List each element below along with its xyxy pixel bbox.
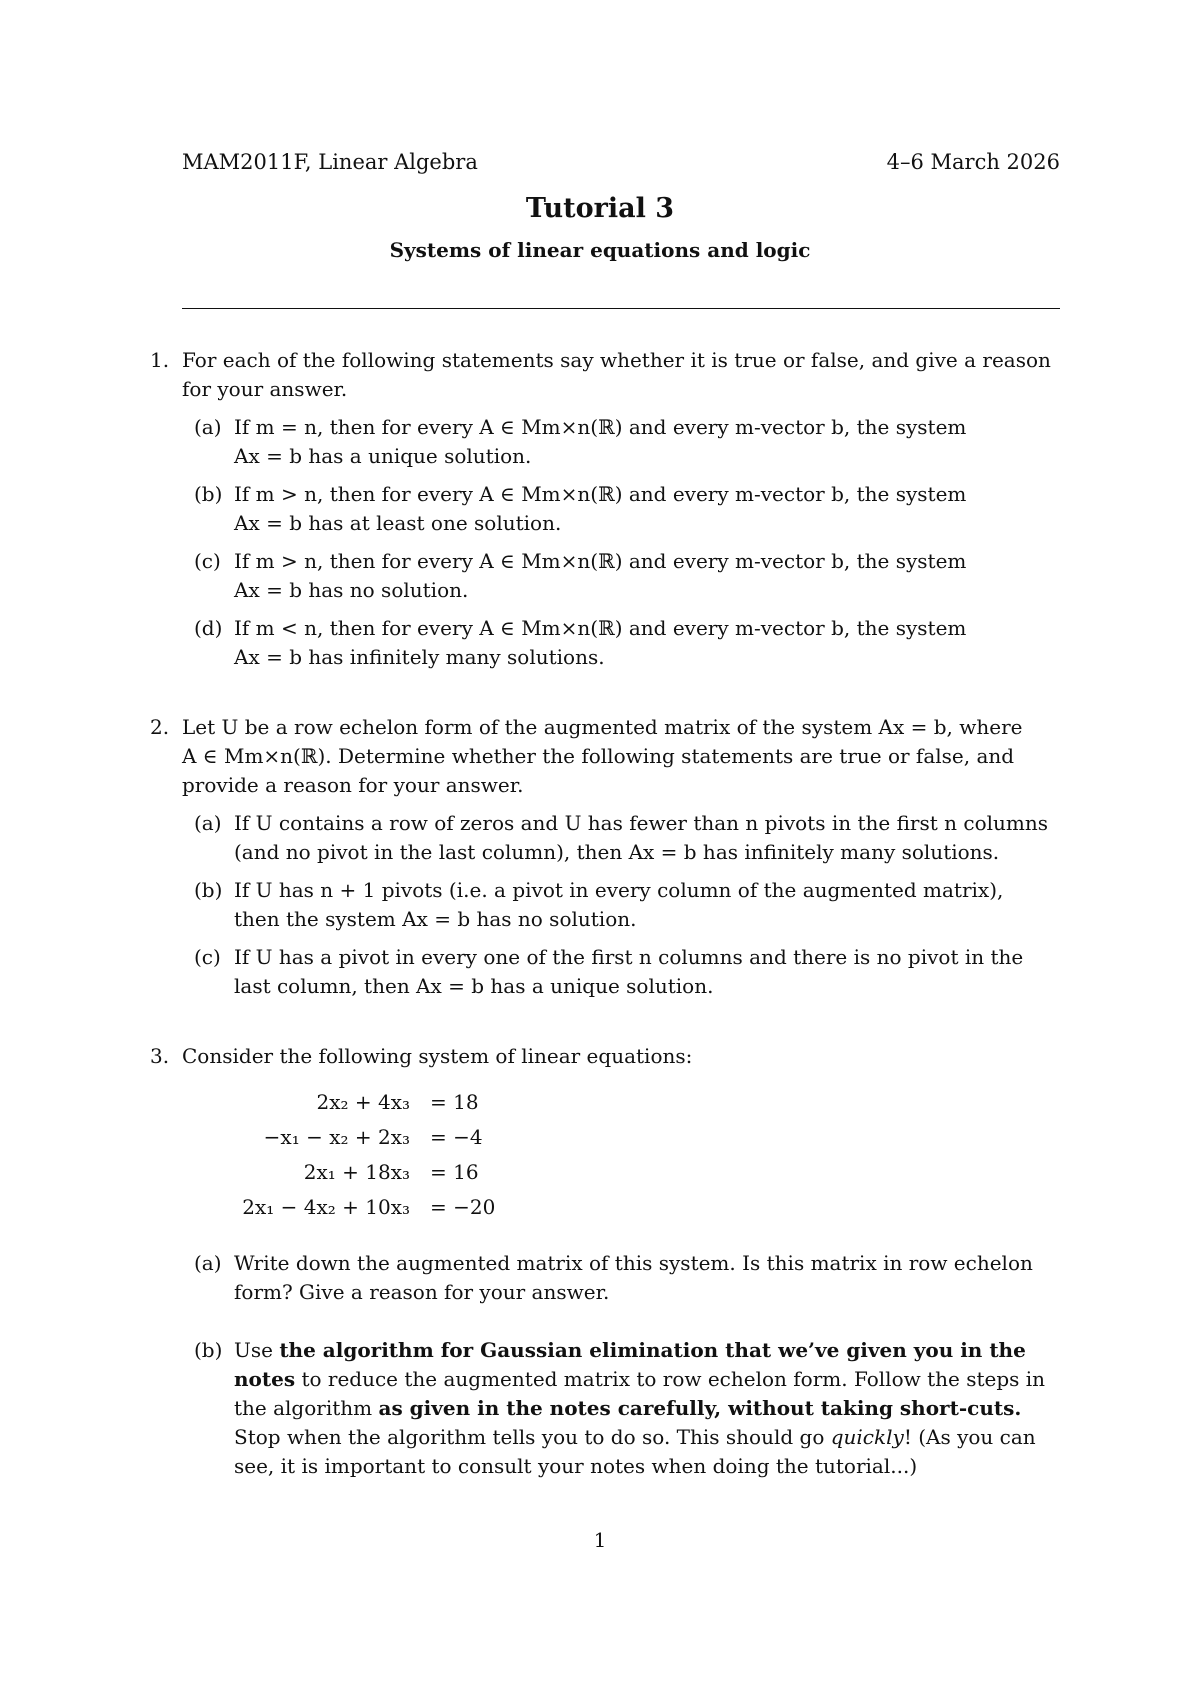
q3-b-text: Use (234, 1338, 280, 1362)
tutorial-date: 4–6 March 2026 (886, 150, 1060, 174)
course-name: MAM2011F, Linear Algebra (182, 150, 478, 174)
q1-item-c-label: (c) (194, 549, 221, 573)
q1-item-b-line2: Ax = b has at least one solution. (234, 511, 562, 535)
q1-item-c-line2: Ax = b has no solution. (234, 578, 469, 602)
q1-item-c-line1: If m > n, then for every A ∈ Mm×n(ℝ) and every m-vector b, the system (234, 549, 967, 573)
q1-item-a-line2: Ax = b has a unique solution. (234, 444, 532, 468)
q3-b-text: the algorithm (234, 1396, 379, 1420)
q1-number: 1. (150, 348, 170, 372)
q3-item-b (194, 1336, 1060, 1481)
equation-lhs: 2x₁ − 4x₂ + 10x₃ (242, 1195, 410, 1219)
q3-item-b-line4 (234, 1423, 1060, 1452)
q2-item-a-label: (a) (194, 811, 222, 835)
q1-intro-line2: for your answer. (182, 377, 348, 401)
q2-number: 2. (150, 715, 170, 739)
q3-b-text: to reduce the augmented matrix to row echelon form. Follow the steps in (295, 1367, 1046, 1391)
title-divider (182, 308, 1060, 309)
page-number: 1 (593, 1528, 607, 1552)
q1-item-b (194, 480, 1060, 538)
q3-b-bold-text: the algorithm for Gaussian elimination that we’ve given you in the (279, 1338, 1026, 1362)
q2-item-a-line1: If U contains a row of zeros and U has fewer than n pivots in the first n columns (234, 811, 1049, 835)
q3-b-emphasis: quickly (830, 1425, 904, 1449)
q2-item-c-line2: last column, then Ax = b has a unique solution. (234, 974, 714, 998)
equation-rhs: = −4 (430, 1125, 483, 1149)
q1-item-d-label: (d) (194, 616, 223, 640)
q1-item-a (194, 413, 1060, 471)
q1-item-c (194, 547, 1060, 605)
page-subtitle: Systems of linear equations and logic (389, 238, 811, 262)
q3-number: 3. (150, 1044, 170, 1068)
q2-item-c-line1: If U has a pivot in every one of the first n columns and there is no pivot in the (234, 945, 1024, 969)
q1-item-d (194, 614, 1060, 672)
q2-item-b-label: (b) (194, 878, 223, 902)
q2-item-b-line1: If U has n + 1 pivots (i.e. a pivot in every column of the augmented matrix), (234, 878, 1004, 902)
q3-intro (150, 1042, 1060, 1071)
q3-b-bold-text: as given in the notes carefully, without taking short-cuts. (378, 1396, 1022, 1420)
q2-item-b-line2: then the system Ax = b has no solution. (234, 907, 637, 931)
q1-item-d-line2: Ax = b has infinitely many solutions. (234, 645, 605, 669)
q3-item-a-label: (a) (194, 1251, 222, 1275)
q3-item-b-line5: see, it is important to consult your notes when doing the tutorial...) (234, 1454, 918, 1478)
q1-intro-line1: For each of the following statements say whether it is true or false, and give a reason (182, 348, 1051, 372)
q3-item-a-line1: Write down the augmented matrix of this system. Is this matrix in row echelon (234, 1251, 1033, 1275)
q2-intro-line1: Let U be a row echelon form of the augmented matrix of the system Ax = b, where (182, 715, 1023, 739)
q1-item-a-label: (a) (194, 415, 222, 439)
equation-lhs: 2x₁ + 18x₃ (303, 1160, 410, 1184)
q3-item-b-line1 (234, 1336, 1060, 1365)
q1-item-b-line1: If m > n, then for every A ∈ Mm×n(ℝ) and every m-vector b, the system (234, 482, 967, 506)
q2-intro (150, 713, 1060, 800)
equation-rhs: = 18 (430, 1090, 479, 1114)
q3-item-a (194, 1249, 1060, 1307)
q2-intro-line3: provide a reason for your answer. (182, 773, 524, 797)
q3-item-b-label: (b) (194, 1338, 223, 1362)
equation-lhs: 2x₂ + 4x₃ (316, 1090, 410, 1114)
q2-intro-line2: A ∈ Mm×n(ℝ). Determine whether the following statements are true or false, and (182, 744, 1015, 768)
q1-item-b-label: (b) (194, 482, 223, 506)
page-title: Tutorial 3 (525, 193, 675, 224)
q3-b-text: Stop when the algorithm tells you to do so. This should go (234, 1425, 831, 1449)
q2-item-a-line2: (and no pivot in the last column), then Ax = b has infinitely many solutions. (234, 840, 1000, 864)
equation-rhs: = 16 (430, 1160, 479, 1184)
equation-rhs: = −20 (430, 1195, 496, 1219)
q3-item-b-line2 (234, 1365, 1060, 1394)
q1-intro (150, 346, 1060, 404)
q1-item-a-line1: If m = n, then for every A ∈ Mm×n(ℝ) and every m-vector b, the system (234, 415, 967, 439)
q2-item-b (194, 876, 1060, 934)
q3-b-text: ! (As you can (903, 1425, 1036, 1449)
q1-item-d-line1: If m < n, then for every A ∈ Mm×n(ℝ) and every m-vector b, the system (234, 616, 967, 640)
running-header (182, 150, 1060, 180)
q3-item-a-line2: form? Give a reason for your answer. (234, 1280, 610, 1304)
q2-item-a (194, 809, 1060, 867)
q2-item-c (194, 943, 1060, 1001)
q3-item-b-line3 (234, 1394, 1060, 1423)
q2-item-c-label: (c) (194, 945, 221, 969)
q3-intro-line: Consider the following system of linear equations: (182, 1044, 693, 1068)
equation-lhs: −x₁ − x₂ + 2x₃ (263, 1125, 410, 1149)
q3-b-bold-text: notes (234, 1367, 296, 1391)
